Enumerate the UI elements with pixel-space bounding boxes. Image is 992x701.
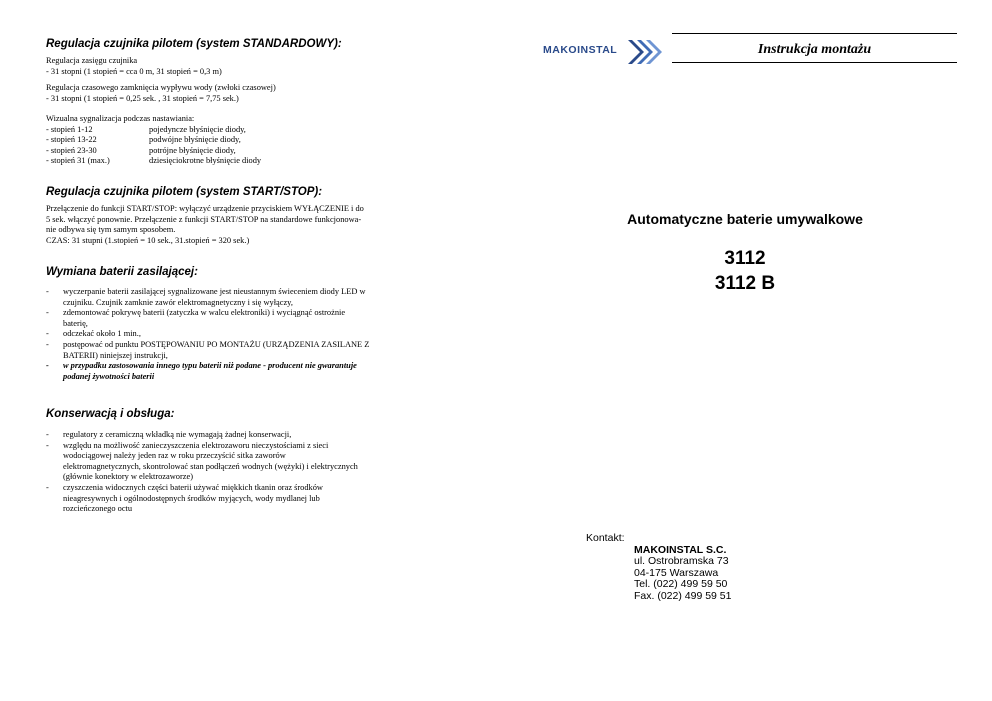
text-line: CZAS: 31 stupni (1.stopień = 10 sek., 31.stopień = 320 sek.) — [46, 235, 250, 245]
signal-row — [46, 156, 476, 167]
contact-city: 04-175 Warszawa — [634, 566, 719, 579]
list-item: - czyszczenia widocznych części baterii używać miękkich tkanin oraz środków nieagresywnych i ogólnodostępnych środków myjących, wody mydlanej lub rozcieńczonego octu — [46, 483, 476, 515]
bottom-rule — [672, 62, 957, 63]
signal-range: - stopień 1-12 — [46, 124, 93, 134]
text-line: - 31 stopni (1 stopień = cca 0 m, 31 stopień = 0,3 m) — [46, 66, 222, 76]
text-line: nie odbywa się tym samym sposobem. — [46, 225, 176, 235]
text-line: Regulacja czasowego zamknięcia wypływu wody (zwłoki czasowej) — [46, 83, 276, 92]
contact-block — [586, 533, 731, 602]
section-heading-startstop: Regulacja czujnika pilotem (system START/STOP): — [46, 186, 323, 198]
signal-range: - stopień 23-30 — [46, 145, 97, 155]
signal-range: - stopień 13-22 — [46, 135, 97, 145]
model-number: 3112 — [724, 248, 766, 269]
signal-row — [46, 146, 476, 157]
list-item: - postępować od punktu POSTĘPOWANIU PO MONTAŻU (URZĄDZENIA ZASILANE Z BATERII) niniejszej instrukcji, — [46, 340, 476, 361]
signal-range: - stopień 31 (max.) — [46, 156, 110, 166]
text-line: - 31 stopni (1 stopień = 0,25 sek. , 31 stopień = 7,75 sek.) — [46, 93, 239, 103]
model-number-b: 3112 B — [714, 273, 776, 294]
signal-list — [46, 114, 476, 167]
signal-desc: potrójne błyśnięcie diody, — [149, 145, 236, 155]
list-item: - regulatory z ceramiczną wkładką nie wymagają żadnej konserwacji, — [46, 430, 476, 441]
battery-list — [46, 287, 476, 382]
logo-text: MAKOINSTAL — [543, 44, 618, 56]
signal-desc: podwójne błyśnięcie diody, — [149, 135, 241, 145]
maintenance-list — [46, 430, 476, 515]
section-heading-battery: Wymiana baterii zasilającej: — [46, 266, 198, 278]
list-item-warning: - w przypadku zastosowania innego typu baterii niż podane - producent nie gwarantuje podanej żywotności baterii — [46, 361, 476, 382]
text-line: Regulacja zasięgu czujnika — [46, 56, 138, 65]
logo-arrows-icon — [626, 38, 662, 66]
text-line: 5 sek. włączyć ponownie. Przełączenie z funkcji START/STOP na standardowe funkcjonowa- — [46, 214, 362, 224]
makoinstal-logo — [543, 38, 661, 66]
list-item: - zdemontować pokrywę baterii (zatyczka w walcu elektroniki) i wyciągnąć ostrożnie baterię, — [46, 308, 476, 329]
list-item: - odczekać około 1 min., — [46, 329, 476, 340]
list-item: - wyczerpanie baterii zasilającej sygnalizowane jest nieustannym świeceniem diody LED w czujniku. Czujnik zamknie zawór elektromagnetyczny i się wyłączy, — [46, 287, 476, 308]
section-heading-standard: Regulacja czujnika pilotem (system STANDARDOWY): — [46, 38, 342, 50]
instruction-title: Instrukcja montażu — [757, 42, 872, 57]
signal-row — [46, 125, 476, 136]
text-line: Przełączenie do funkcji START/STOP: wyłączyć urządzenie przyciskiem WYŁĄCZENIE i do — [46, 204, 364, 213]
top-rule — [672, 33, 957, 34]
signal-desc: pojedyncze błyśnięcie diody, — [149, 124, 246, 134]
contact-street: ul. Ostrobramska 73 — [634, 555, 729, 567]
contact-tel: Tel. (022) 499 59 50 — [634, 578, 728, 590]
standard-time-text — [46, 83, 476, 104]
contact-label: Kontakt: — [586, 532, 625, 544]
text-line: Wizualna sygnalizacja podczas nastawiania: — [46, 114, 195, 123]
contact-fax: Fax. (022) 499 59 51 — [634, 589, 732, 602]
signal-desc: dziesięciokrotne błyśnięcie diody — [149, 156, 262, 166]
contact-company: MAKOINSTAL S.C. — [634, 543, 727, 556]
section-heading-maintenance: Konserwacją i obsługa: — [46, 408, 175, 420]
list-item: - względu na możliwość zanieczyszczenia elektrozaworu nieczystościami z sieci wodociągowej należy jeden raz w roku przeczyścić sitka zaworów elektromagnetycznych, skontrolować stan podłączeń wodnych (wężyki) i elektrycznych (głównie konektory w elektrozaworze) — [46, 441, 476, 483]
standard-range-text — [46, 56, 476, 77]
startstop-text — [46, 204, 476, 246]
signal-row — [46, 135, 476, 146]
product-title: Automatyczne baterie umywalkowe — [627, 211, 863, 227]
